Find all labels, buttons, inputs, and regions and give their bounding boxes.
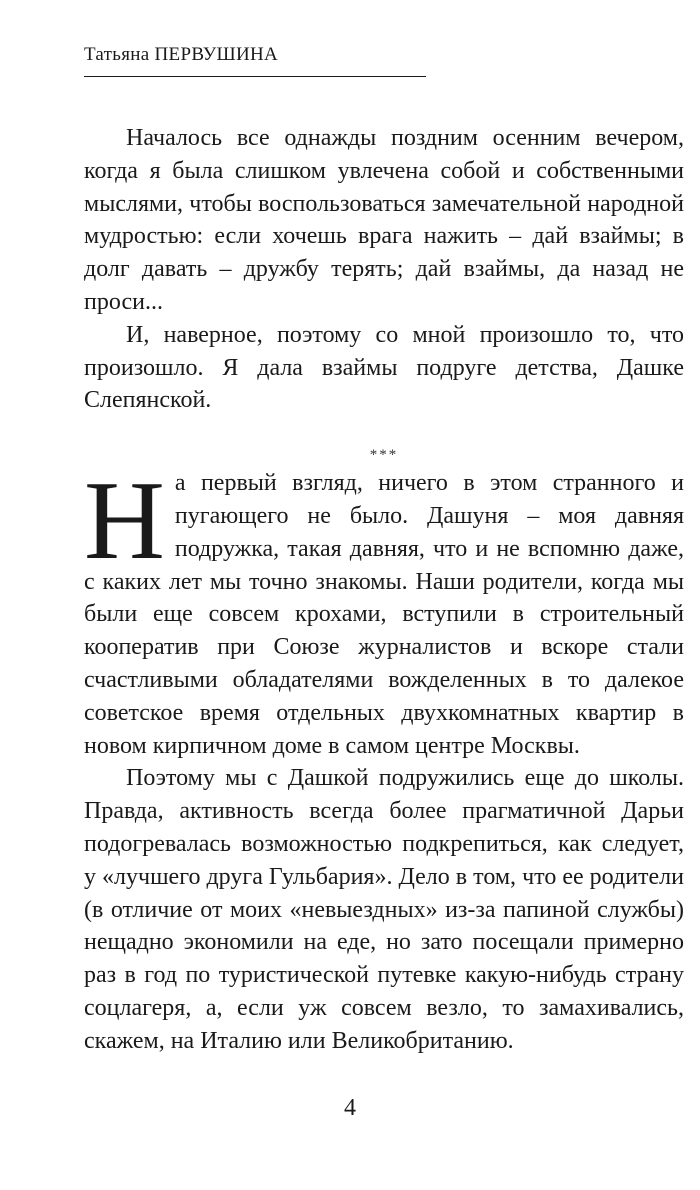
header-rule	[84, 76, 426, 77]
section-separator: ***	[369, 447, 399, 464]
body-text	[84, 122, 684, 1058]
page-number: 4	[344, 1095, 356, 1121]
paragraph-4: Поэтому мы с Дашкой подружились еще до школы. Правда, активность всегда более прагматичной Дарьи подогревалась возможностью подкрепиться, как следует, у «лучшего друга Гульбария». Дело в том, что ее родители (в отличие от моих «невыездных» из-за папиной службы) нещадно экономили на еде, но зато посещали примерно раз в год по туристической путевке какую-нибудь страну соцлагеря, а, если уж совсем везло, то замахивались, скажем, на Италию или Великобританию.	[84, 765, 684, 1054]
dropcap-paragraph	[84, 459, 684, 762]
dropcap-paragraph-text: а первый взгляд, ничего в этом странного и пугающего не было. Дашуня – моя давняя подружка, такая давняя, что и не вспомню даже, с каких лет мы точно знакомы. Наши родители, когда мы были еще совсем крохами, вступили в строительный кооператив при Союзе журналистов и вскоре стали счастливыми обладателями вожделенных в то далекое советское время отдельных двухкомнатных квартир в новом кирпичном доме в самом центре Москвы.	[84, 470, 684, 759]
paragraph-1: Началось все однажды поздним осенним вечером, когда я была слишком увлечена собой и собственными мыслями, чтобы воспользоваться замечательной народной мудростью: если хочешь врага нажить – дай взаймы; в долг давать – дружбу терять; дай взаймы, да назад не проси...	[84, 125, 684, 315]
paragraph-2: И, наверное, поэтому со мной произошло то, что произошло. Я дала взаймы подруге детства, Дашке Слепянской.	[84, 321, 684, 414]
running-head: Татьяна ПЕРВУШИНА	[84, 44, 279, 65]
drop-cap: Н	[84, 459, 165, 584]
